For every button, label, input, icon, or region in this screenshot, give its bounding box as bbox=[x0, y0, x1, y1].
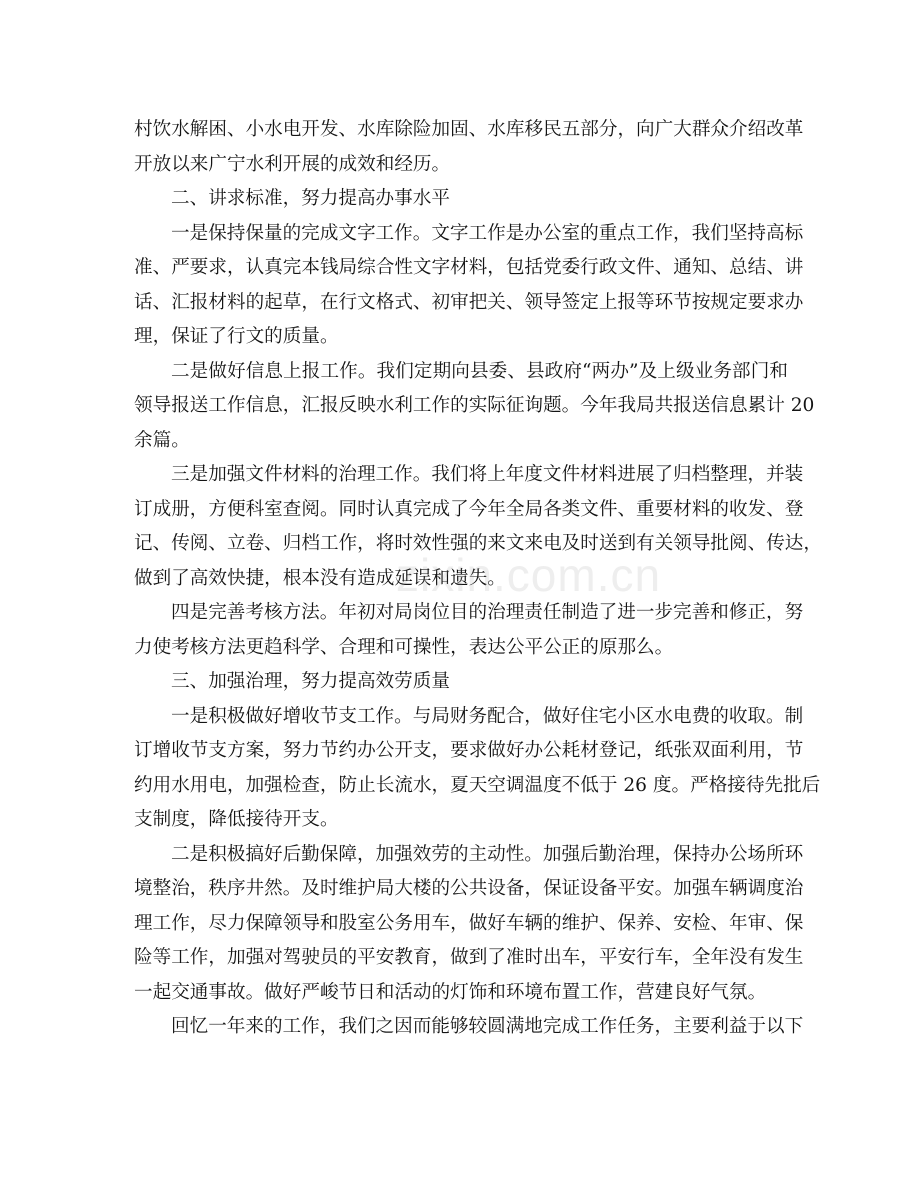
paragraph bbox=[134, 113, 804, 182]
text-line: 一是保持保量的完成文字工作。文字工作是办公室的重点工作，我们坚持高标 bbox=[171, 222, 804, 244]
text-line: 境整治，秩序井然。及时维护局大楼的公共设备，保证设备平安。加强车辆调度治 bbox=[134, 878, 804, 899]
text-line: 一是积极做好增收节支工作。与局财务配合，做好住宅小区水电费的收取。制 bbox=[171, 705, 804, 727]
text-line: 三是加强文件材料的治理工作。我们将上年度文件材料进展了归档整理，并装 bbox=[171, 464, 804, 485]
text-line: 四是完善考核方法。年初对局岗位目的治理责任制造了进一步完善和修正，努 bbox=[171, 602, 804, 623]
text-line: 做到了高效快捷，根本没有造成延误和遗失。 bbox=[134, 567, 506, 589]
text-line: 支制度，降低接待开支。 bbox=[134, 809, 339, 830]
text-line: 准、严要求，认真完本钱局综合性文字材料，包括党委行政文件、通知、总结、讲 bbox=[134, 257, 804, 278]
paragraph bbox=[134, 700, 821, 838]
watermark: zixin.com.cn bbox=[396, 549, 662, 601]
text-line: 余篇。 bbox=[134, 429, 190, 451]
text-line: 村饮水解困、小水电开发、水库除险加固、水库移民五部分，向广大群众介绍改革 bbox=[134, 119, 804, 140]
text-line: 二是积极搞好后勤保障，加强效劳的主动性。加强后勤治理，保持办公场所环 bbox=[171, 843, 804, 865]
text-line: 二是做好信息上报工作。我们定期向县委、县政府“两办”及上级业务部门和 bbox=[171, 360, 788, 382]
paragraph bbox=[134, 1010, 804, 1045]
section-heading bbox=[134, 182, 788, 217]
text-line: 领导报送工作信息，汇报反映水利工作的实际征询题。今年我局共报送信息累计 20 bbox=[134, 395, 815, 416]
text-line: 二、讲求标准，努力提高办事水平 bbox=[171, 188, 450, 209]
text-line: 话、汇报材料的起草，在行文格式、初审把关、领导签定上报等环节按规定要求办 bbox=[134, 291, 804, 313]
text-line: 订增收节支方案，努力节约办公开支，要求做好办公耗材登记，纸张双面利用，节 bbox=[134, 740, 804, 761]
text-line: 开放以来广宁水利开展的成效和经历。 bbox=[134, 153, 451, 175]
text-line: 记、传阅、立卷、归档工作，将时效性强的来文来电及时送到有关领导批阅、传达， bbox=[134, 533, 822, 554]
text-line: 三、加强治理，努力提高效劳质量 bbox=[171, 671, 450, 692]
paragraph bbox=[134, 355, 815, 459]
document-body bbox=[134, 113, 822, 1045]
text-line: 理工作，尽力保障领导和股室公务用车，做好车辆的维护、保养、安检、年审、保 bbox=[134, 912, 804, 934]
text-line: 一起交通事故。做好严峻节日和活动的灯饰和环境布置工作，营建良好气氛。 bbox=[134, 981, 767, 1003]
section-heading bbox=[134, 665, 788, 700]
text-line: 理，保证了行文的质量。 bbox=[134, 326, 339, 347]
paragraph bbox=[134, 217, 804, 355]
text-line: 约用水用电，加强检查，防止长流水，夏天空调温度不低于 26 度。严格接待先批后 bbox=[134, 774, 821, 796]
paragraph bbox=[134, 458, 822, 596]
text-line: 回忆一年来的工作，我们之因而能够较圆满地完成工作任务，主要利益于以下 bbox=[171, 1016, 804, 1037]
text-line: 险等工作，加强对驾驶员的平安教育，做到了准时出车，平安行车，全年没有发生 bbox=[134, 947, 804, 968]
text-line: 力使考核方法更趋科学、合理和可操性，表达公平公正的原那么。 bbox=[134, 636, 674, 658]
paragraph bbox=[134, 596, 804, 665]
paragraph bbox=[134, 838, 804, 1011]
text-line: 订成册，方便科室查阅。同时认真完成了今年全局各类文件、重要材料的收发、登 bbox=[134, 498, 804, 520]
